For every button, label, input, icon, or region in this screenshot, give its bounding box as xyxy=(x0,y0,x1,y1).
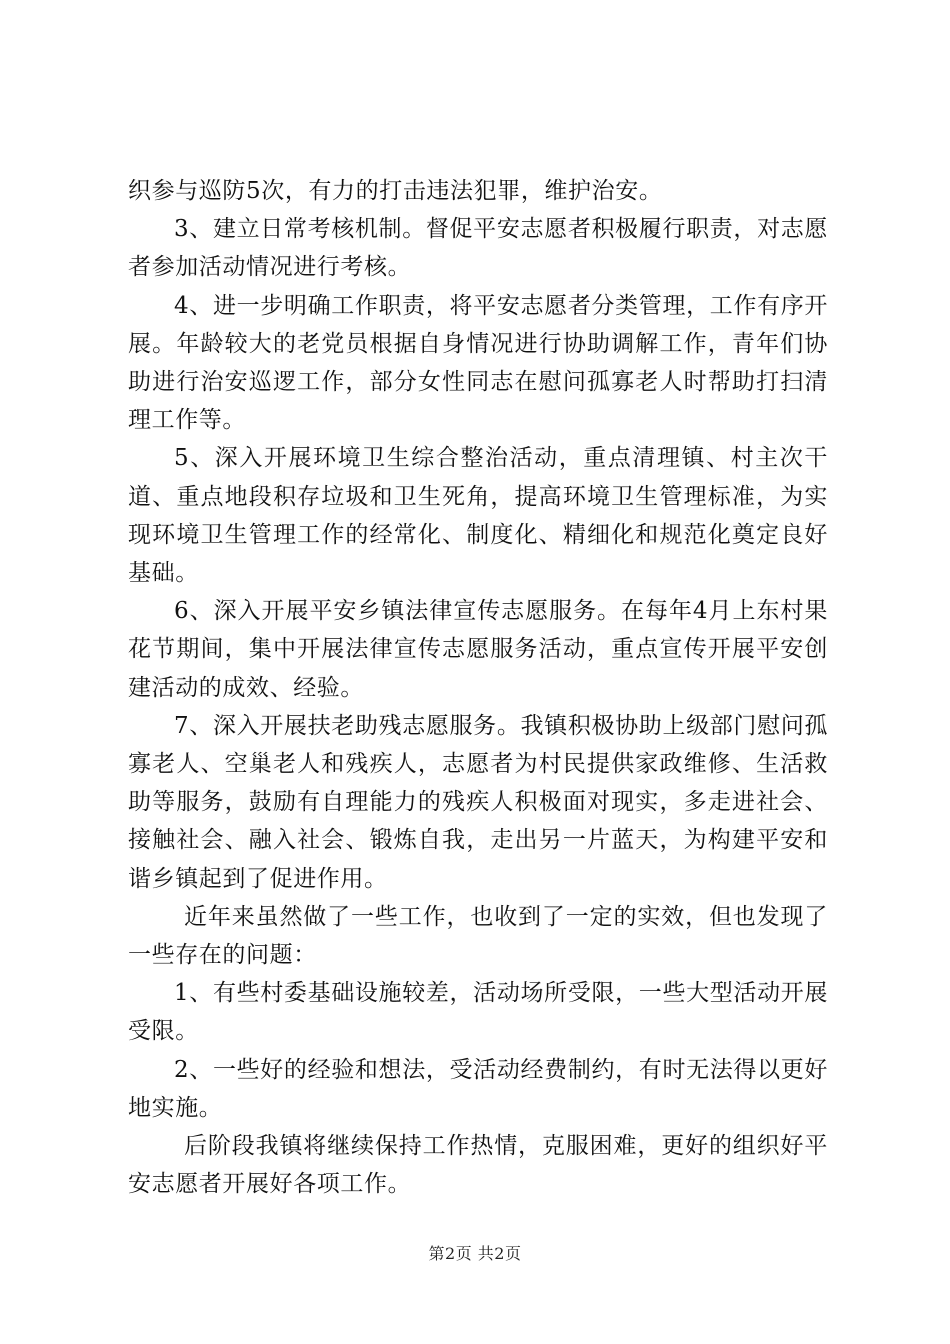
paragraph-conclusion: 后阶段我镇将继续保持工作热情，克服困难，更好的组织好平安志愿者开展好各项工作。 xyxy=(128,1133,828,1198)
paragraph-problem-1: 1、有些村委基础设施较差，活动场所受限，一些大型活动开展受限。 xyxy=(128,980,828,1045)
document-body xyxy=(128,172,828,1203)
paragraph-item-4: 4、进一步明确工作职责，将平安志愿者分类管理，工作有序开展。年龄较大的老党员根据自身情况进行协助调解工作，青年们协助进行治安巡逻工作，部分女性同志在慰问孤寡老人时帮助打扫清理工作等。 xyxy=(128,292,828,434)
paragraph-problem-2: 2、一些好的经验和想法，受活动经费制约，有时无法得以更好地实施。 xyxy=(128,1056,828,1121)
paragraph-item-3: 3、建立日常考核机制。督促平安志愿者积极履行职责，对志愿者参加活动情况进行考核。 xyxy=(128,216,828,281)
paragraph-item-6: 6、深入开展平安乡镇法律宣传志愿服务。在每年4月上东村果花节期间，集中开展法律宣传志愿服务活动，重点宣传开展平安创建活动的成效、经验。 xyxy=(128,598,828,701)
paragraph-item-7: 7、深入开展扶老助残志愿服务。我镇积极协助上级部门慰问孤寡老人、空巢老人和残疾人，志愿者为村民提供家政维修、生活救助等服务，鼓励有自理能力的残疾人积极面对现实，多走进社会、接触社会、融入社会、锻炼自我，走出另一片蓝天，为构建平安和谐乡镇起到了促进作用。 xyxy=(128,712,828,892)
paragraph-item-5: 5、深入开展环境卫生综合整治活动，重点清理镇、村主次干道、重点地段积存垃圾和卫生死角，提高环境卫生管理标准，为实现环境卫生管理工作的经常化、制度化、精细化和规范化奠定良好基础。 xyxy=(128,445,828,587)
paragraph-continuation: 织参与巡防5次，有力的打击违法犯罪，维护治安。 xyxy=(128,178,663,204)
page-footer: 第2页 共2页 xyxy=(428,1244,522,1263)
paragraph-problems-intro: 近年来虽然做了一些工作，也收到了一定的实效，但也发现了一些存在的问题： xyxy=(128,903,828,969)
